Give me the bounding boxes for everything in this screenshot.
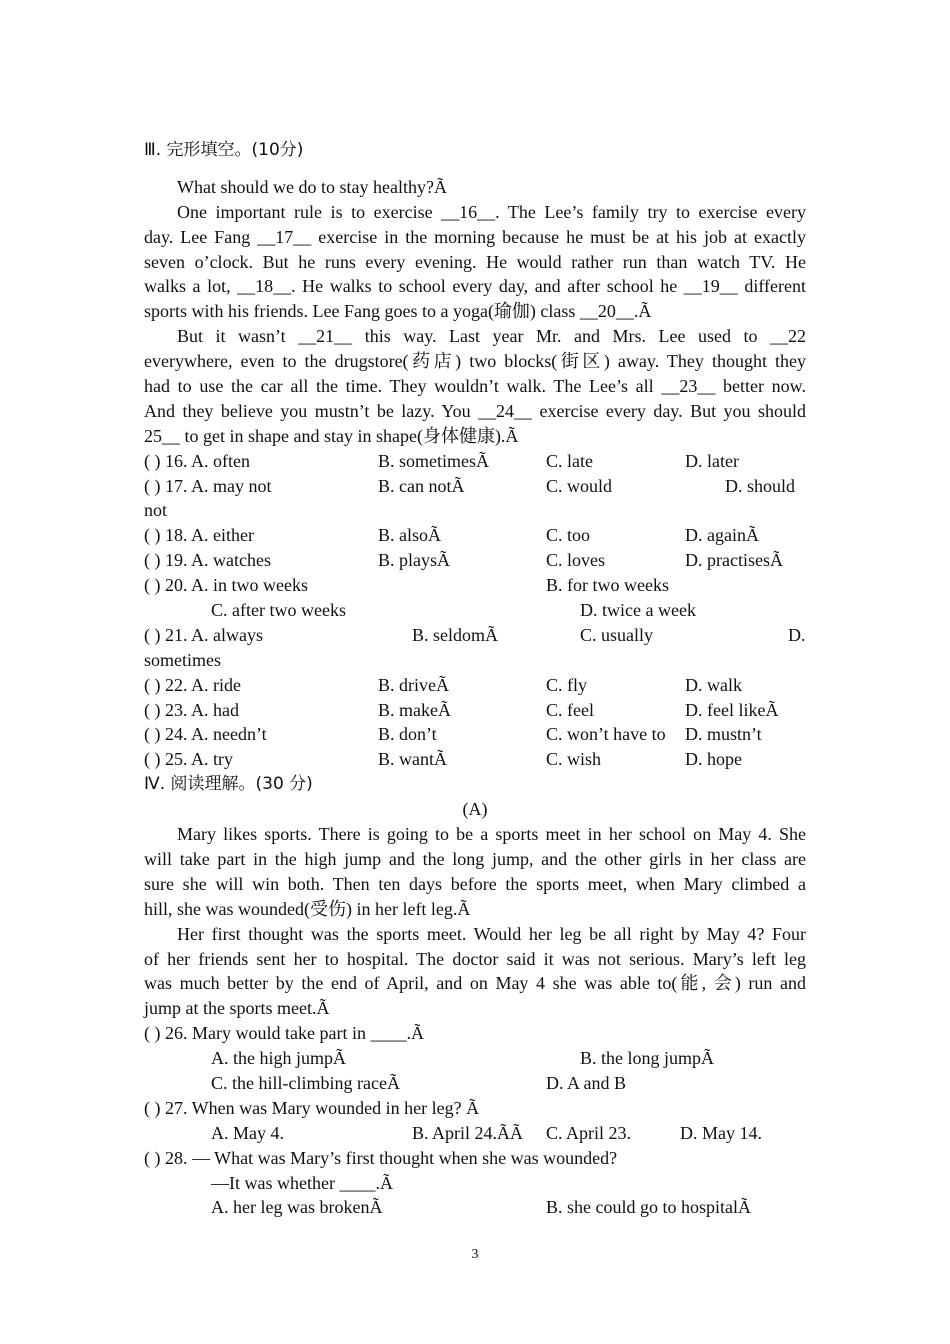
passage-line: sports with his friends. Lee Fang goes to a yoga(瑜伽) class __20__.Ã — [144, 301, 652, 322]
option-c: C. feel — [546, 699, 594, 720]
option-b: B. makeÃ — [378, 699, 451, 720]
option-d: D. walk — [685, 674, 742, 695]
question-stem: ( ) 21. A. always — [144, 624, 263, 645]
passage-line: 25__ to get in shape and stay in shape(身体健康).Ã — [144, 425, 519, 446]
option-c: C. would — [546, 475, 613, 496]
passage-line: jump at the sports meet.Ã — [144, 998, 330, 1019]
option-b: B. alsoÃ — [378, 525, 441, 546]
passage-line: Her first thought was the sports meet. Would her leg be all right by May 4? Four — [177, 923, 806, 944]
passage-line: of her friends sent her to hospital. The doctor said it was not serious. Mary’s left leg — [144, 948, 806, 969]
option-c: C. fly — [546, 674, 588, 695]
question-stem: ( ) 18. A. either — [144, 525, 254, 546]
question-27-options — [144, 1121, 806, 1146]
passage-line: seven o’clock. But he runs every evening. He would rather run than watch TV. He — [144, 251, 806, 272]
option-d: D. should — [725, 475, 796, 496]
option-d: D. practisesÃ — [685, 550, 783, 571]
question-stem: ( ) 16. A. often — [144, 450, 250, 471]
question-stem: ( ) 19. A. watches — [144, 550, 271, 571]
document-page — [144, 138, 806, 1220]
option-b: B. wantÃ — [378, 749, 447, 770]
passage-line: walks a lot, __18__. He walks to school every day, and after school he __19__ different — [144, 276, 806, 297]
option-c: C. won’t have to — [546, 724, 666, 745]
question-stem: ( ) 20. A. in two weeks — [144, 575, 308, 596]
passage-line: will take part in the high jump and the long jump, and the other girls in her class are — [144, 848, 806, 869]
option-b: B. she could go to hospitalÃ — [546, 1197, 751, 1218]
part-label: (A) — [462, 799, 488, 820]
option-d: D. feel likeÃ — [685, 699, 779, 720]
option-b: B. don’t — [378, 724, 437, 745]
passage-line: day. Lee Fang __17__ exercise in the morning because he must be at his job at exactly — [144, 226, 806, 247]
question-21 — [144, 623, 806, 648]
question-stem: ( ) 17. A. may not — [144, 475, 272, 496]
passage-line: What should we do to stay healthy?Ã — [177, 176, 447, 197]
passage-line: And they believe you mustn’t be lazy. You __24__ exercise every day. But you should — [144, 400, 806, 421]
passage-line: had to use the car all the time. They wouldn’t walk. The Lee’s all __23__ better now. — [144, 376, 806, 397]
option-d-wrap: sometimes — [144, 649, 221, 670]
question-28: ( ) 28. — What was Mary’s first thought when she was wounded? — [144, 1147, 618, 1168]
option-a: A. the high jumpÃ — [211, 1048, 346, 1069]
question-22 — [144, 673, 806, 698]
question-stem: ( ) 22. A. ride — [144, 674, 241, 695]
question-25 — [144, 747, 806, 772]
passage-line: Mary likes sports. There is going to be a sports meet in her school on May 4. She — [177, 824, 806, 845]
option-c: C. usually — [580, 624, 654, 645]
question-26: ( ) 26. Mary would take part in ____.Ã — [144, 1023, 424, 1044]
page-number: 3 — [471, 1247, 479, 1262]
passage-line: was much better by the end of April, and on May 4 she was able to(能, 会) run and — [144, 973, 806, 994]
option-b: B. can notÃ — [378, 475, 465, 496]
passage-line: everywhere, even to the drugstore(药店) two blocks(街区) away. They thought they — [144, 351, 806, 372]
question-26-options — [144, 1071, 806, 1096]
option-d: D. againÃ — [685, 525, 759, 546]
option-d: D. May 14. — [680, 1122, 762, 1143]
question-stem: ( ) 23. A. had — [144, 699, 239, 720]
question-20 — [144, 573, 806, 598]
passage-line: sure she will win both. Then ten days before the sports meet, when Mary climbed a — [144, 873, 806, 894]
passage-line: hill, she was wounded(受伤) in her left leg.Ã — [144, 898, 471, 919]
option-c: C. loves — [546, 550, 606, 571]
option-d: D. — [788, 624, 806, 645]
question-19 — [144, 548, 806, 573]
question-27: ( ) 27. When was Mary wounded in her leg? Ã — [144, 1097, 480, 1118]
question-stem: ( ) 25. A. try — [144, 749, 233, 770]
passage-line: But it wasn’t __21__ this way. Last year Mr. and Mrs. Lee used to __22 — [177, 326, 806, 347]
option-c: C. the hill-climbing raceÃ — [211, 1072, 400, 1093]
question-24 — [144, 722, 806, 747]
passage-line: One important rule is to exercise __16__. The Lee’s family try to exercise every — [177, 201, 806, 222]
question-17 — [144, 474, 806, 499]
option-c: C. April 23. — [546, 1122, 632, 1143]
section-3-heading: Ⅲ. 完形填空。(10分) — [144, 140, 304, 160]
option-b: B. driveÃ — [378, 674, 449, 695]
question-28-answer-prompt: —It was whether ____.Ã — [211, 1172, 393, 1193]
option-b: B. the long jumpÃ — [580, 1048, 714, 1069]
question-26-options — [144, 1046, 806, 1071]
option-b: B. seldomÃ — [412, 624, 499, 645]
section-4-heading: Ⅳ. 阅读理解。(30 分) — [144, 774, 313, 795]
question-28-options — [144, 1195, 806, 1220]
question-16 — [144, 449, 806, 474]
option-c: C. late — [546, 450, 593, 471]
question-18 — [144, 523, 806, 548]
option-c: C. wish — [546, 749, 602, 770]
option-c: C. too — [546, 525, 591, 546]
option-b: B. April 24.ÃÃ — [412, 1122, 524, 1143]
option-d: D. mustn’t — [685, 724, 762, 745]
question-stem: ( ) 24. A. needn’t — [144, 724, 267, 745]
option-b: B. sometimesÃ — [378, 450, 489, 471]
option-d-wrap: not — [144, 500, 168, 521]
option-a: A. her leg was brokenÃ — [211, 1197, 383, 1218]
option-d: D. A and B — [546, 1072, 627, 1093]
option-d: D. later — [685, 450, 739, 471]
question-23 — [144, 698, 806, 723]
option-d: D. hope — [685, 749, 742, 770]
option-d: D. twice a week — [580, 600, 696, 621]
option-b: B. for two weeks — [546, 575, 669, 596]
option-c: C. after two weeks — [211, 600, 346, 621]
option-b: B. playsÃ — [378, 550, 450, 571]
question-20-options — [144, 598, 806, 623]
option-a: A. May 4. — [211, 1122, 284, 1143]
